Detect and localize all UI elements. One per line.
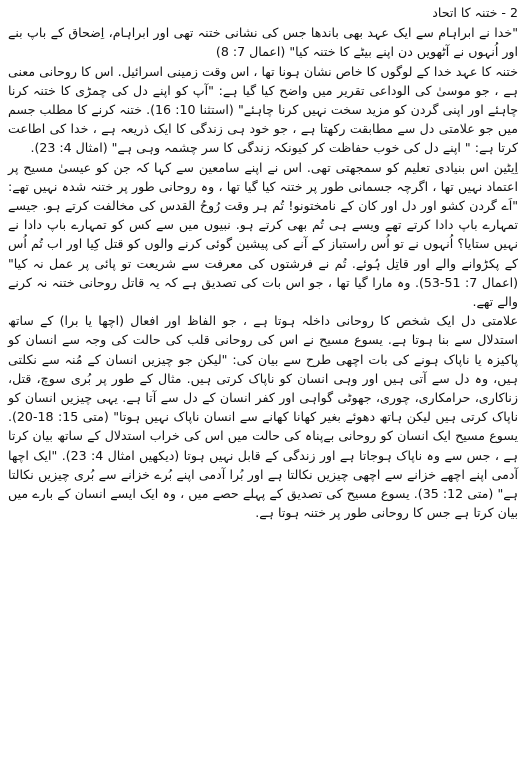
paragraph-3: اِیٹین اس بنیادی تعلیم کو سمجھتی تھی. اس نے اپنے سامعین سے کہا کہ جن کو عیسیٰ مسیح پر اعتماد نہیں تھا ، اگرچہ جسمانی طور پر ختنہ کیا گیا تھا ، وہ روحانی طور پر ختنہ شدہ نہیں تھے: "اَے گردن کشو اور دل اور کان کے نامختونو! تُم ہر وقت رُوحُ القدس کی مخالفت کرتے ہو. جیسے تمہارے باپ دادا کرتے تھے ویسے ہی تُم بھی کرتے ہو. نبیوں میں سے کس کو تمہارے باپ دادا نے نہیں ستایا؟ اُنہوں نے تو اُس راستباز کے آنے کی پیشین گوئی کرنے والوں کو قتل کِیا اور اب تُم اُس کے پکڑوانے والے اور قاتِل ہُوئے. تُم نے فرشتوں کی معرفت سے شریعت تو پائی پر عمل نہ کیا" (اعمال 7: 51-53). وہ مارا گیا تھا ، جو اس بات کی تصدیق ہے کہ یہ قاتل روحانی ختنہ نہ کرنے والے تھے. [8, 159, 519, 310]
paragraph-2: ختنہ کا عہد خدا کے لوگوں کا خاص نشان ہونا تھا ، اس وقت زمینی اسرائیل. اس کا روحانی معنی ہے ، جو موسیٰ کی الوداعی تقریر میں واضح کیا گیا ہے: "آپ کو اپنے دل کی چمڑی کا ختنہ کرنا چاہئے اور اپنی گردن کو مزید سخت نہیں کرنا چاہئے" (استثنا 10: 16). ختنہ کرنے کا مطلب جسم میں جو علامتی دل سے مطابقت رکھتا ہے ، جو خود ہی زندگی کا ایک ذریعہ ہے ، خدا کی اطاعت کرتا ہے: " اپنے دل کی خوب حفاظت کر کیونکہ زندگی کا سر چشمہ وہی ہے" (امثال 4: 23). [8, 63, 519, 156]
paragraph-4: علامتی دل ایک شخص کا روحانی داخلہ ہوتا ہے ، جو الفاظ اور افعال (اچھا یا برا) کے ساتھ استدلال سے بنا ہوتا ہے. یسوع مسیح نے اس کی روحانی قلب کی حالت کی وجہ سے انسان کو پاکیزہ یا ناپاک ہونے کی بات اچھی طرح سے بیان کی: "لیکن جو چیزیں انسان کے مُنہ سے نکلتی ہیں، وہ دل سے آتی ہیں اور وہی انسان کو ناپاک کرتی ہیں. مثال کے طور پر بُری سوچ، قتل، زناکاری، حرامکاری، چوری، جھوٹی گواہی اور کفر انسان کے دل سے آتا ہے. یہی چیزیں انسان کو ناپاک کرتی ہیں لیکن ہاتھ دھوئے بغیر کھانا کھانے سے انسان ناپاک نہیں ہوتا" (متی 15: 18-20). یسوع مسیح ایک انسان کو روحانی بےپناہ کی حالت میں اس کی خراب استدلال کے ساتھ بیان کرتا ہے ، جس سے وہ ناپاک ہوجاتا ہے اور زندگی کے قابل نہیں ہوتا (دیکھیں امثال 4: 23). "ایک اچھا آدمی اپنے اچھے خزانے سے اچھی چیزیں نکالتا ہے اور بُرا آدمی اپنے بُرے خزانے سے بُری چیزیں نکالتا ہے" (متی 12: 35). یسوع مسیح کی تصدیق کے پہلے حصے میں ، وہ ایک ایسے انسان کے بارے میں بیان کرتا ہے جس کا روحانی طور پر ختنہ ہوتا ہے. [8, 313, 518, 521]
paragraph-1: "خدا نے ابراہام سے ایک عہد بھی باندھا جس کی نشانی ختنہ تھی اور ابراہام، اِضحاق کے باپ بنے اور اُنہوں نے آٹھویں دن اپنے بیٹے کا ختنہ کیا" (اعمال 7: 8) [8, 25, 518, 60]
section-heading: 2 - ختنہ کا اتحاد [432, 5, 518, 20]
